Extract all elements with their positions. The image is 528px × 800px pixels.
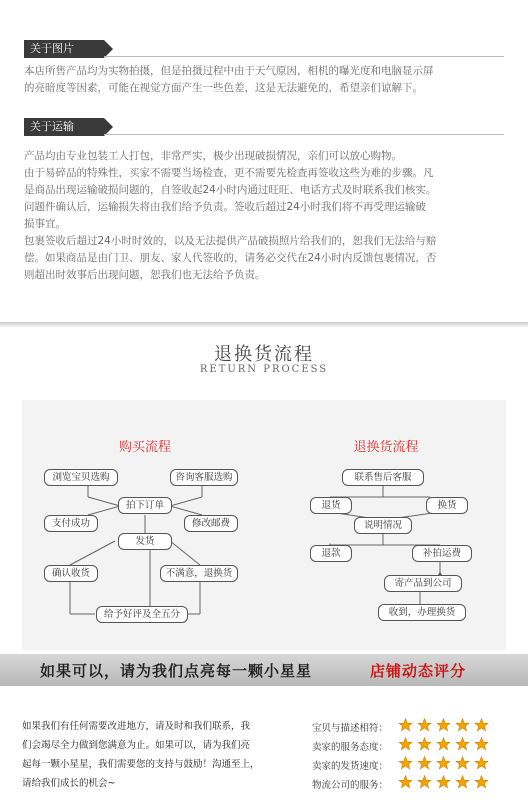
flow-step-received: 收到，办理换货	[378, 604, 466, 621]
flow-step-return: 退货	[310, 497, 352, 514]
text-line: 如果我们有任何需要改进地方，请及时和我们联系，我	[22, 721, 251, 732]
flow-step-contact-service: 联系售后客服	[342, 469, 424, 486]
text-line: 则超出时效事后出现问题，恕我们也无法给予负责。	[24, 269, 266, 281]
flow-step-modify-postage: 修改邮费	[184, 515, 238, 532]
star-icon	[417, 775, 432, 789]
star-icon	[436, 775, 451, 789]
text-line: 们会竭尽全力做到您满意为止。如果可以，请为我们亮	[22, 740, 251, 751]
star-icon	[455, 756, 470, 770]
star-icon	[436, 756, 451, 770]
star-icon	[417, 756, 432, 770]
banner-highlight: 店铺动态评分	[370, 662, 467, 680]
star-icon	[417, 718, 432, 732]
flow-step-consult: 咨询客服选购	[170, 469, 238, 486]
star-icon	[474, 775, 489, 789]
flow-step-confirm-receipt: 确认收货	[44, 565, 98, 582]
flow-step-explain: 说明情况	[354, 517, 412, 534]
return-flow-title: 退换货流程	[353, 440, 419, 455]
star-icon	[436, 737, 451, 751]
flow-step-refund: 退款	[310, 545, 352, 562]
star-icon	[455, 737, 470, 751]
text-line: 由于易碎品的特殊性，买家不需要当场检查，更不需要先检查再签收这些为难的步骤。凡	[24, 167, 434, 179]
star-icon	[398, 737, 413, 751]
text-line: 是商品出现运输破损问题的，自签收起24小时内通过旺旺、电话方式及时联系我们核实。	[24, 184, 437, 196]
rating-label: 卖家的发货速度：	[312, 761, 389, 772]
star-icon	[474, 737, 489, 751]
star-icon	[455, 775, 470, 789]
star-icon	[436, 718, 451, 732]
text-line: 起每一颗小星星，我们需要您的支持与鼓励！沟通至上，	[22, 759, 260, 770]
text-line: 损事宜。	[24, 218, 66, 230]
text-line: 产品均由专业包装工人打包，非常严实，极少出现破损情况，亲们可以放心购物。	[24, 150, 402, 162]
about-photos-heading: 关于图片	[24, 40, 104, 58]
flow-step-add-shipping: 补拍运费	[412, 545, 472, 562]
text-line: 本店所售产品均为实物拍摄，但是拍摄过程中由于天气原因，相机的曝光度和电脑显示屏	[24, 65, 434, 77]
about-shipping-heading: 关于运输	[24, 118, 104, 136]
text-line: 的亮暗度等因素，可能在视觉方面产生一些色差，这是无法避免的，希望亲们谅解下。	[24, 82, 423, 94]
text-line: 问题件确认后，运输损失将由我们给予负责。签收后超过24小时我们将不再受理运输破	[24, 201, 426, 213]
purchase-flow-title: 购买流程	[118, 440, 171, 455]
flow-step-review: 给予好评及全五分	[96, 606, 188, 623]
star-icon	[398, 756, 413, 770]
star-icon	[398, 718, 413, 732]
star-icon	[474, 756, 489, 770]
rating-label: 卖家的服务态度：	[312, 742, 389, 753]
flow-step-place-order: 拍下订单	[118, 497, 172, 514]
flow-step-exchange: 换货	[426, 497, 468, 514]
banner-text: 如果可以，请为我们点亮每一颗小星星	[40, 662, 313, 680]
text-line: 请给我们成长的机会~	[22, 778, 116, 789]
star-icon	[455, 718, 470, 732]
text-line: 偿。如果商品是由门卫、朋友、家人代签收的，请务必交代在24小时内反馈包裹情况，否	[24, 252, 437, 264]
flow-step-browse: 浏览宝贝选购	[44, 469, 118, 486]
flow-step-unsatisfied: 不满意，退换货	[160, 565, 238, 582]
flow-step-ship: 发货	[118, 533, 172, 550]
star-icon	[398, 775, 413, 789]
return-process-subtitle: RETURN PROCESS	[199, 364, 329, 375]
feedback-notice	[22, 717, 282, 793]
star-icon	[474, 718, 489, 732]
text-line: 包裹签收后超过24小时时效的，以及无法提供产品破损照片给我们的，恕我们无法给与赔	[24, 235, 437, 247]
rating-label: 物流公司的服务：	[312, 780, 389, 791]
rating-label: 宝贝与描述相符：	[312, 723, 389, 734]
return-process-title: 退换货流程	[214, 344, 314, 365]
flow-step-pay: 支付成功	[44, 515, 98, 532]
flow-step-send-back: 寄产品到公司	[384, 575, 462, 592]
star-icon	[417, 737, 432, 751]
